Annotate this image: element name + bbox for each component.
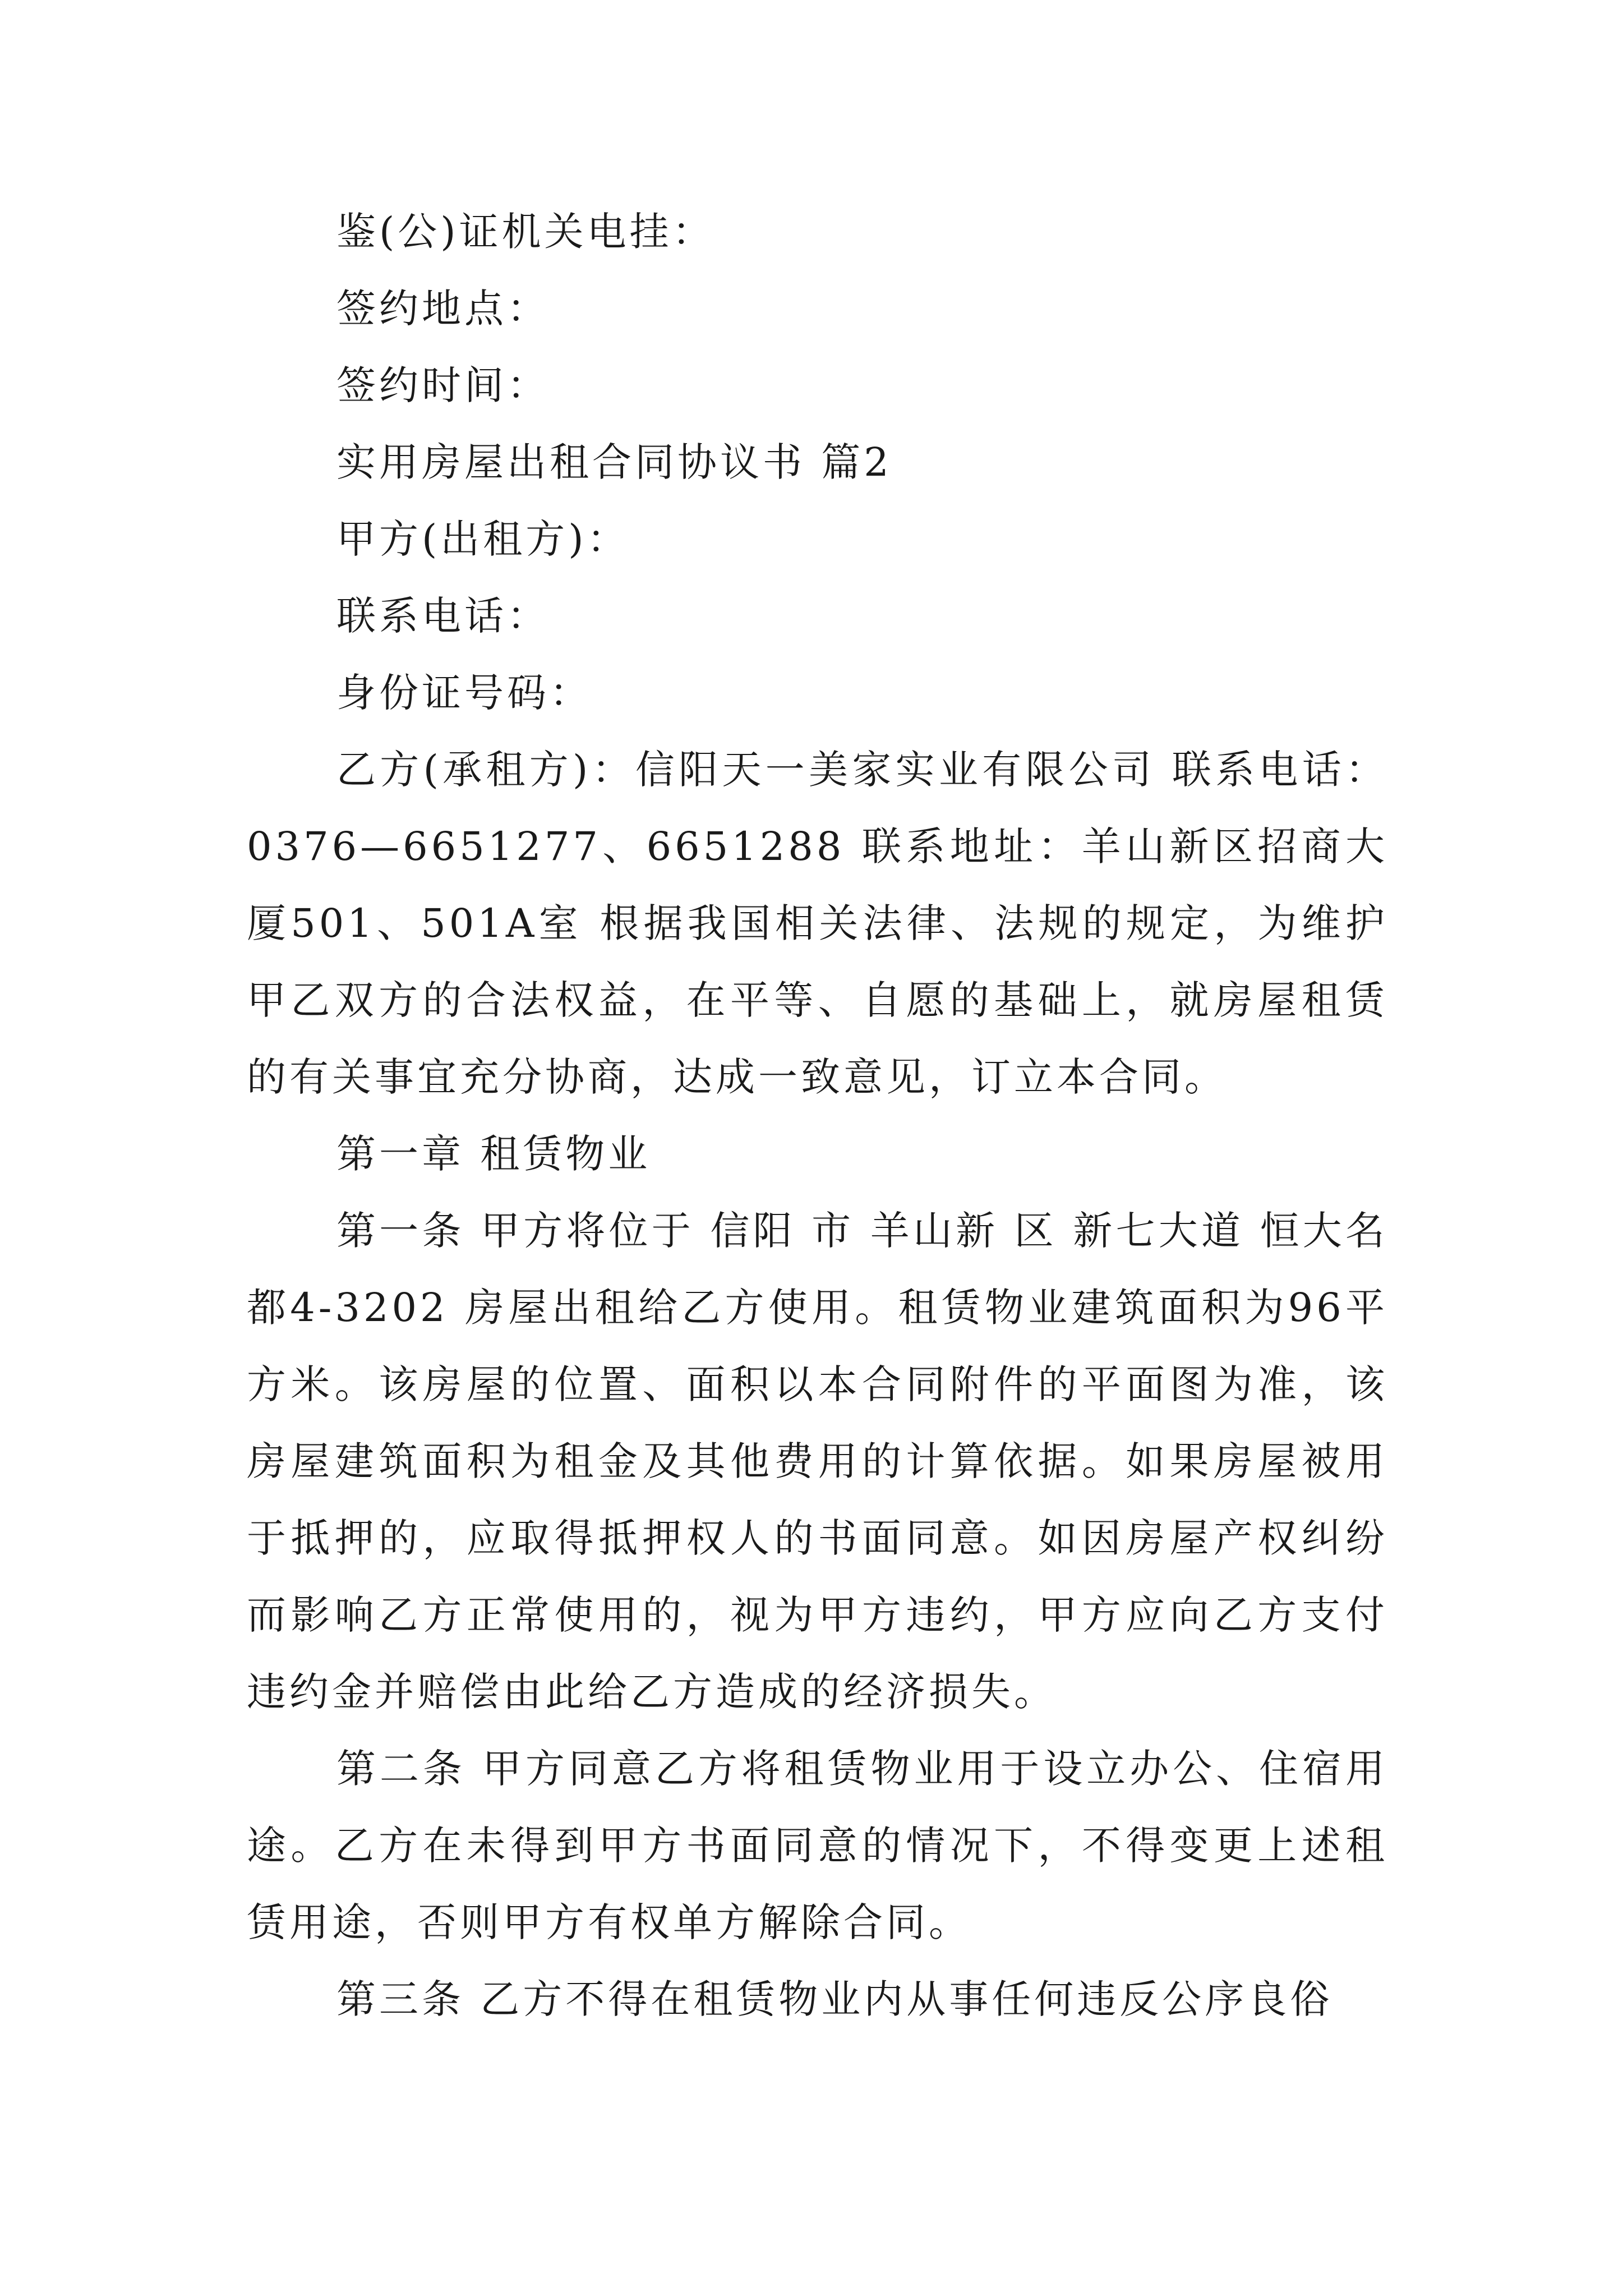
article-2-paragraph: 第二条 甲方同意乙方将租赁物业用于设立办公、住宿用途。乙方在未得到甲方书面同意的情况下，不得变更上述租赁用途，否则甲方有权单方解除合同。 (247, 1746, 1388, 1945)
landlord-line: 甲方(出租方)： (336, 516, 630, 562)
signing-time-line: 签约时间： (336, 362, 550, 408)
article-3-paragraph: 第三条 乙方不得在租赁物业内从事任何违反公序良俗 (336, 1976, 1333, 2022)
signing-place-line: 签约地点： (336, 286, 550, 332)
tenant-paragraph: 乙方(承租方)：信阳天一美家实业有限公司 联系电话：0376—6651277、6651288 联系地址：羊山新区招商大厦501、501A室 根据我国相关法律、法规的规定，为维护甲乙双方的合法权益，在平等、自愿的基础上，就房屋租赁的有关事宜充分协商，达成一致意见，订立本合同。 (247, 747, 1388, 1100)
section-heading: 实用房屋出租合同协议书 篇2 (336, 439, 892, 485)
landlord-id-line: 身份证号码： (336, 670, 592, 716)
landlord-phone-line: 联系电话： (336, 593, 550, 639)
chapter-heading: 第一章 租赁物业 (336, 1131, 651, 1177)
article-1-paragraph: 第一条 甲方将位于 信阳 市 羊山新 区 新七大道 恒大名都4-3202 房屋出租给乙方使用。租赁物业建筑面积为96平方米。该房屋的位置、面积以本合同附件的平面图为准，该房屋建筑面积为租金及其他费用的计算依据。如果房屋被用于抵押的，应取得抵押权人的书面同意。如因房屋产权纠纷而影响乙方正常使用的，视为甲方违约，甲方应向乙方支付违约金并赔偿由此给乙方造成的经济损失。 (247, 1208, 1388, 1715)
document-body (247, 194, 1388, 2038)
notary-phone-line: 鉴(公)证机关电挂： (336, 209, 715, 255)
